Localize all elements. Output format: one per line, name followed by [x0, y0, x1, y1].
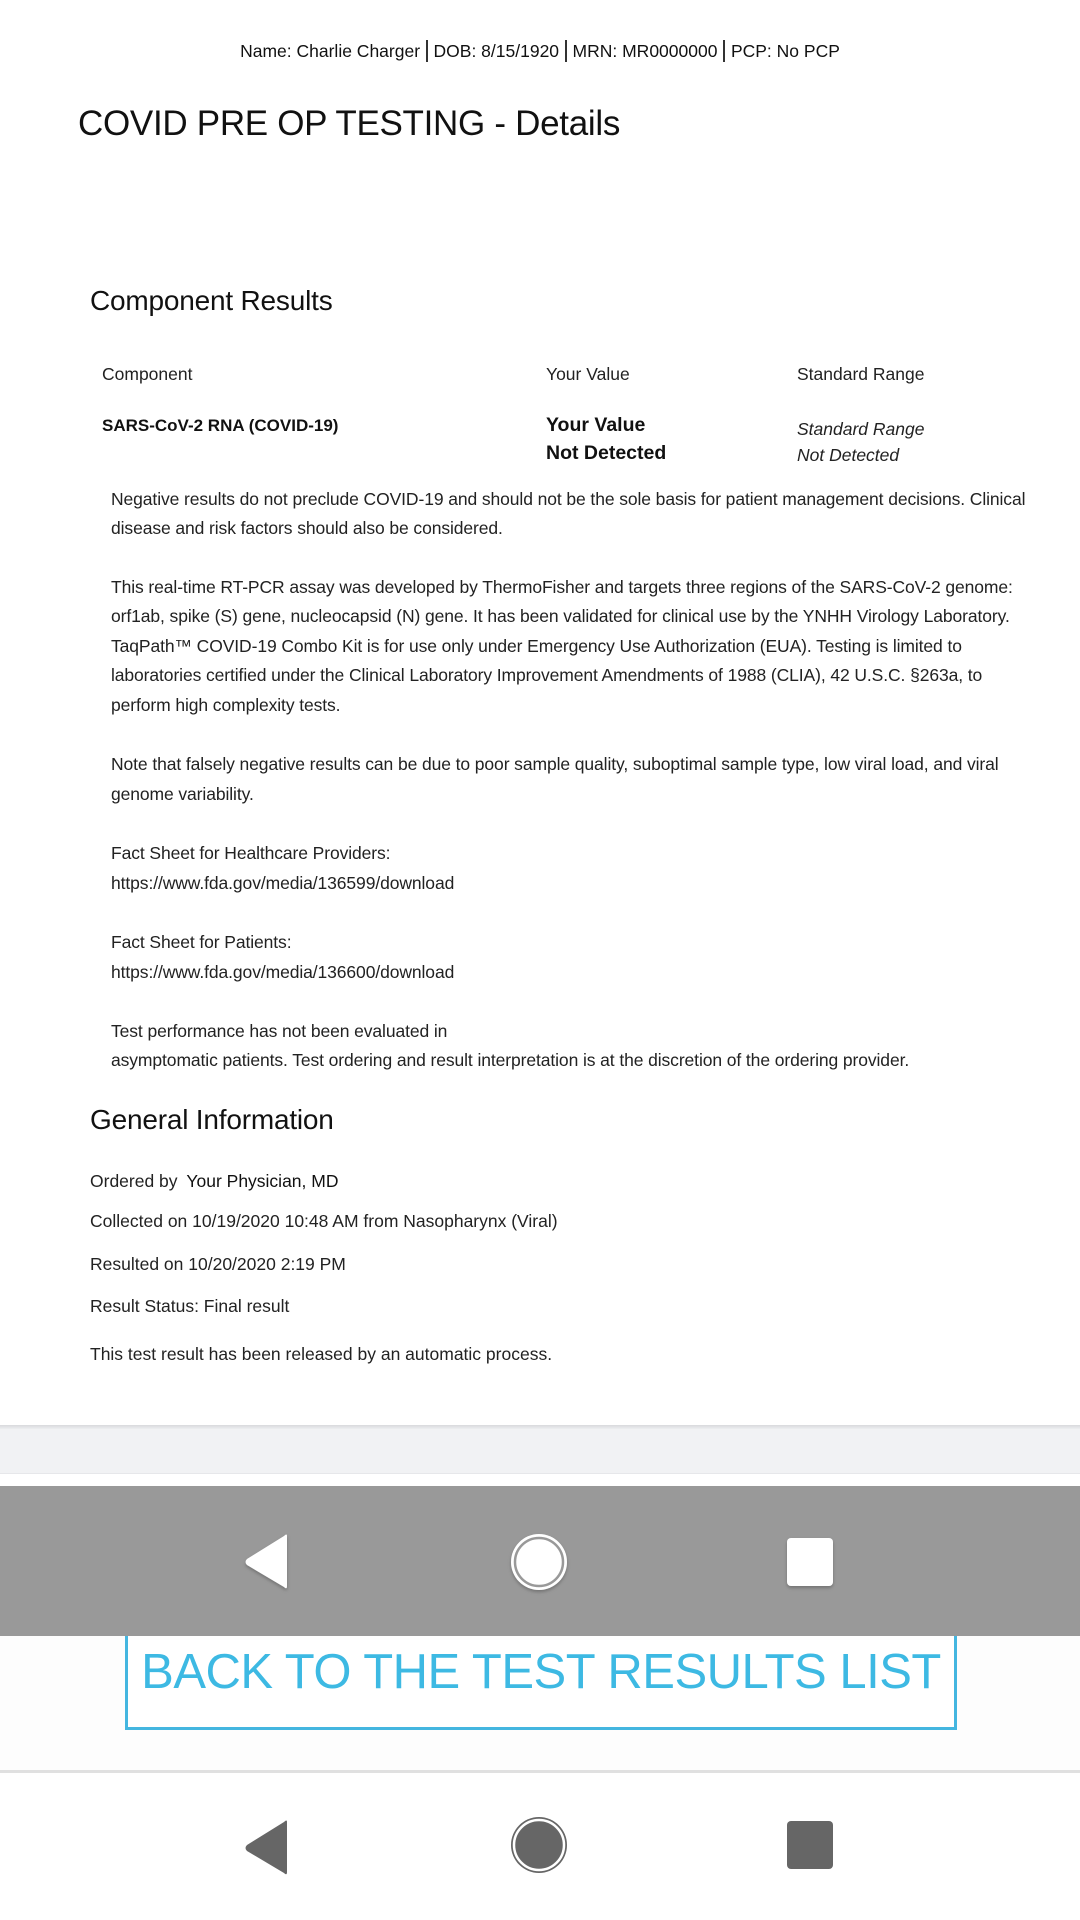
overlay-nav-bar — [0, 1486, 1080, 1636]
footer-band — [0, 1429, 1080, 1474]
header-separator — [565, 40, 567, 62]
comment-line: Note that falsely negative results can be due to poor sample quality, suboptimal sample type, low viral load, and viral — [111, 754, 999, 774]
comment-line: genome variability. — [111, 784, 254, 804]
column-header-standard-range: Standard Range — [797, 364, 925, 384]
column-header-component: Component — [102, 364, 193, 384]
recents-icon[interactable] — [787, 1821, 833, 1869]
component-results-heading: Component Results — [90, 285, 333, 316]
column-header-your-value: Your Value — [546, 364, 630, 384]
back-icon[interactable] — [246, 1535, 288, 1589]
comment-line: laboratories certified under the Clinical Laboratory Improvement Amendments of 1988 (CLIA), 42 U.S.C. §263a, to — [111, 665, 983, 685]
page-title: COVID PRE OP TESTING - Details — [78, 104, 621, 143]
comment-line: Fact Sheet for Patients: — [111, 932, 292, 952]
comment-line: perform high complexity tests. — [111, 695, 341, 715]
header-separator — [426, 40, 428, 62]
ordered-by — [90, 1171, 338, 1192]
patient-header — [0, 40, 1080, 62]
your-value-label: Your Value — [546, 414, 646, 436]
home-icon[interactable] — [511, 1817, 567, 1873]
comment-line: orf1ab, spike (S) gene, nucleocapsid (N) gene. It has been validated for clinical use by the YNHH Virology Laboratory. — [111, 606, 1010, 626]
comment-line: Test performance has not been evaluated in — [111, 1021, 448, 1041]
general-information-heading: General Information — [90, 1104, 334, 1135]
comment-line: This real-time RT-PCR assay was developed by ThermoFisher and targets three regions of the SARS-CoV-2 genome: — [111, 577, 1013, 597]
release-note: This test result has been released by an automatic process. — [90, 1344, 553, 1364]
comment-line: disease and risk factors should also be considered. — [111, 518, 503, 538]
home-icon[interactable] — [511, 1534, 567, 1590]
recents-icon[interactable] — [787, 1538, 833, 1586]
collected-info: Collected on 10/19/2020 10:48 AM from Nasopharynx (Viral) — [90, 1211, 558, 1231]
component-name: SARS-CoV-2 RNA (COVID-19) — [102, 416, 339, 435]
comment-line: TaqPath™ COVID-19 Combo Kit is for use only under Emergency Use Authorization (EUA). Testing is limited to — [111, 636, 962, 656]
comment-line: Negative results do not preclude COVID-19 and should not be the sole basis for patient management decisions. Clinical — [111, 489, 1026, 509]
your-value: Not Detected — [546, 442, 667, 464]
system-nav-bar — [0, 1773, 1080, 1920]
back-to-results-button[interactable] — [125, 1630, 957, 1730]
ordered-by-value: Your Physician, MD — [186, 1171, 339, 1191]
fact-sheet-providers-link[interactable]: https://www.fda.gov/media/136599/download — [111, 873, 455, 893]
standard-range-label: Standard Range — [797, 419, 925, 439]
header-separator — [723, 40, 725, 62]
patient-pcp: PCP: No PCP — [730, 41, 840, 61]
comment-line: Fact Sheet for Healthcare Providers: — [111, 843, 391, 863]
comment-line: asymptomatic patients. Test ordering and result interpretation is at the discretion of the ordering provider. — [111, 1050, 910, 1070]
standard-range: Not Detected — [797, 445, 900, 465]
patient-name: Name: Charlie Charger — [240, 41, 421, 61]
back-to-results-label: BACK TO THE TEST RESULTS LIST — [141, 1645, 941, 1699]
back-icon[interactable] — [246, 1821, 288, 1875]
patient-mrn: MRN: MR0000000 — [572, 41, 718, 61]
resulted-info: Resulted on 10/20/2020 2:19 PM — [90, 1254, 346, 1274]
ordered-by-label: Ordered by — [90, 1171, 178, 1191]
fact-sheet-patients-link[interactable]: https://www.fda.gov/media/136600/download — [111, 962, 455, 982]
result-status: Result Status: Final result — [90, 1296, 290, 1316]
patient-dob: DOB: 8/15/1920 — [433, 41, 560, 61]
